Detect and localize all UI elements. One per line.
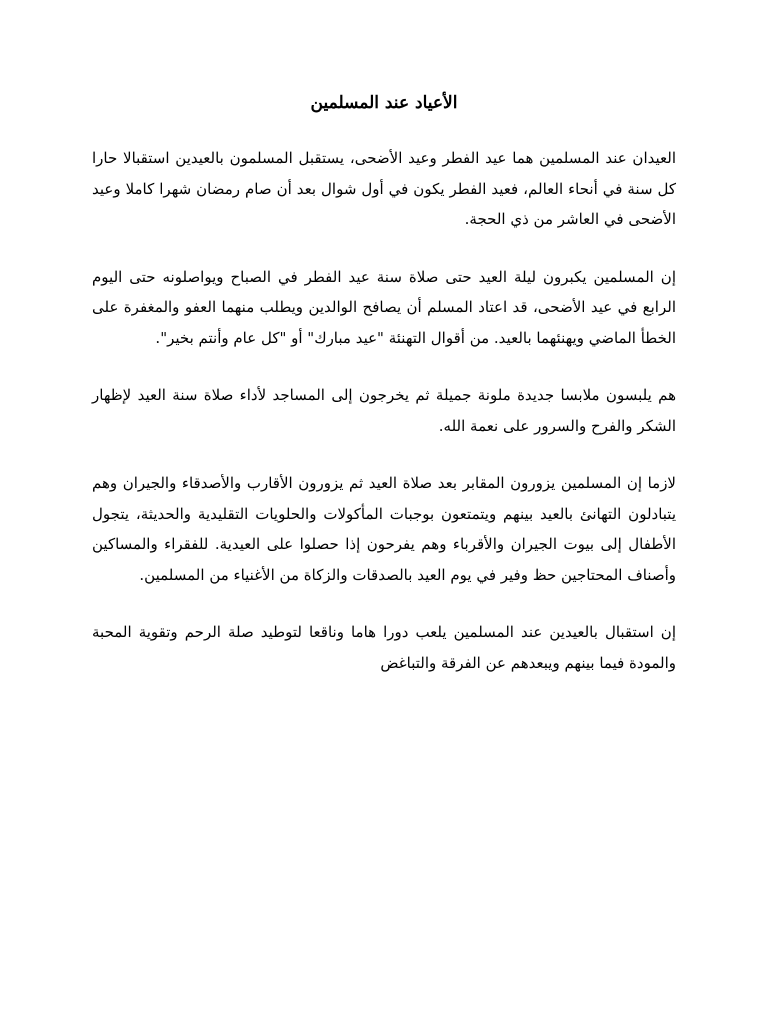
document-body bbox=[92, 143, 676, 705]
paragraph-1: العيدان عند المسلمين هما عيد الفطر وعيد الأضحى، يستقبل المسلمون بالعيدين استقبالا حارا كل سنة في أنحاء العالم، فعيد الفطر يكون في أول شوال بعد أن صام رمضان شهرا كاملا وعيد الأضحى في العاشر من ذي الحجة. bbox=[92, 149, 676, 228]
document-title: الأعياد عند المسلمين bbox=[310, 93, 458, 113]
paragraph-4: لازما إن المسلمين يزورون المقابر بعد صلاة العيد ثم يزورون الأقارب والأصدقاء والجيران وهم يتبادلون التهانئ بالعيد بينهم ويتمتعون بوجبات المأكولات والحلويات التقليدية والحديثة، يتجول الأطفال إلى بيوت الجيران والأقرباء وهم يفرحون إذا حصلوا على العيدية. للفقراء والمساكين وأصناف المحتاجين حظ وفير في يوم العيد بالصدقات والزكاة من الأغنياء من المسلمين. bbox=[92, 474, 676, 584]
paragraph-3: هم يلبسون ملابسا جديدة ملونة جميلة ثم يخرجون إلى المساجد لأداء صلاة سنة العيد لإظهار الشكر والفرح والسرور على نعمة الله. bbox=[92, 386, 676, 435]
paragraph-5: إن استقبال بالعيدين عند المسلمين يلعب دورا هاما وناقعا لتوطيد صلة الرحم وتقوية المحبة والمودة فيما بينهم ويبعدهم عن الفرقة والتباغض bbox=[92, 623, 676, 672]
paragraph-2: إن المسلمين يكبرون ليلة العيد حتى صلاة سنة عيد الفطر في الصباح ويواصلونه حتى اليوم الرابع في عيد الأضحى، قد اعتاد المسلم أن يصافح الوالدين ويطلب منهما العفو والمغفرة على الخطأ الماضي ويهنئهما بالعيد. من أقوال التهنئة "عيد مبارك" أو "كل عام وأنتم بخير". bbox=[92, 267, 676, 347]
